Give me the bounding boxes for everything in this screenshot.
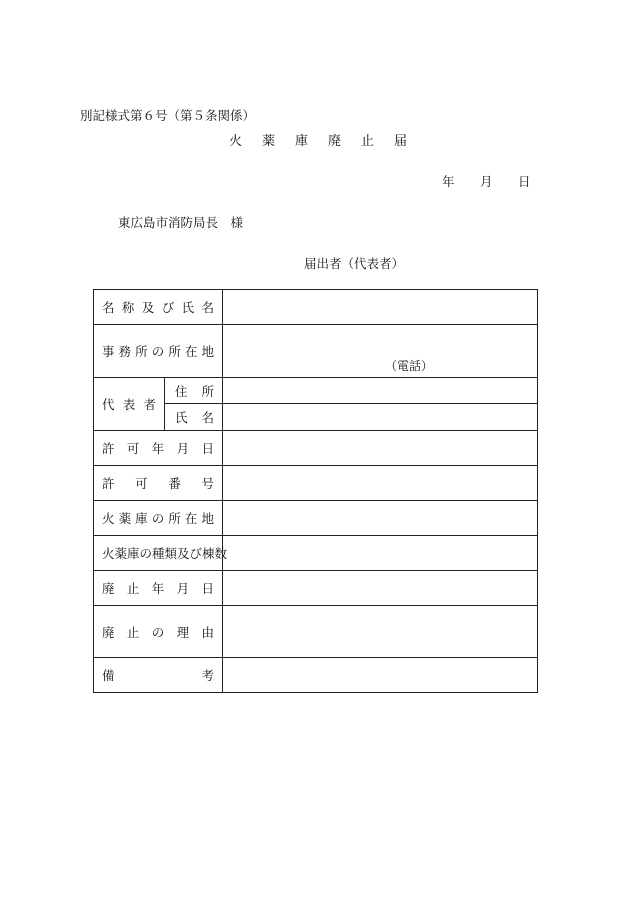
- addressee: 東広島市消防局長 様: [118, 215, 244, 230]
- abolition-reason-field[interactable]: [223, 606, 538, 658]
- table-row: [94, 606, 538, 658]
- date-day-unit: 日: [518, 174, 531, 189]
- office-address-label: 事務所の所在地: [94, 325, 223, 378]
- table-row: [94, 658, 538, 693]
- magazine-location-label: 火薬庫の所在地: [94, 501, 223, 536]
- table-row: [94, 431, 538, 466]
- rep-address-field[interactable]: [223, 378, 538, 404]
- abolition-date-label: 廃止年月日: [94, 571, 223, 606]
- permit-date-field[interactable]: [223, 431, 538, 466]
- magazine-type-count-label: 火薬庫の種類及び棟数: [94, 536, 223, 571]
- representative-label: 代表者: [94, 378, 165, 431]
- table-row: [94, 536, 538, 571]
- magazine-type-count-field[interactable]: [223, 536, 538, 571]
- abolition-reason-label: 廃止の理由: [94, 606, 223, 658]
- remarks-field[interactable]: [223, 658, 538, 693]
- rep-name-label: 氏名: [165, 404, 223, 431]
- magazine-location-field[interactable]: [223, 501, 538, 536]
- permit-date-label: 許可年月日: [94, 431, 223, 466]
- form-number: 別記様式第６号（第５条関係）: [80, 108, 256, 123]
- title-char: 廃: [328, 134, 342, 149]
- title-char: 庫: [295, 134, 309, 149]
- name-label: 名称及び氏名: [94, 290, 223, 325]
- table-row: [94, 325, 538, 378]
- table-row: [94, 571, 538, 606]
- remarks-label: 備考: [94, 658, 223, 693]
- title-char: 届: [394, 134, 408, 149]
- form-table: [93, 289, 538, 693]
- title-char: 薬: [262, 134, 276, 149]
- title-char: 止: [361, 134, 375, 149]
- name-value-field[interactable]: [223, 290, 538, 325]
- permit-number-label: 許可番号: [94, 466, 223, 501]
- phone-label: （電話）: [385, 359, 434, 373]
- abolition-date-field[interactable]: [223, 571, 538, 606]
- table-row: [94, 501, 538, 536]
- table-row: [94, 466, 538, 501]
- permit-number-field[interactable]: [223, 466, 538, 501]
- date-month-unit: 月: [480, 174, 493, 189]
- form-title: [229, 130, 427, 149]
- applicant-label: 届出者（代表者）: [304, 256, 405, 271]
- date-line: [442, 172, 556, 190]
- rep-name-field[interactable]: [223, 404, 538, 431]
- rep-address-label: 住所: [165, 378, 223, 404]
- title-char: 火: [229, 134, 243, 149]
- date-year-unit: 年: [442, 174, 455, 189]
- office-address-field[interactable]: [223, 325, 538, 378]
- table-row: [94, 378, 538, 404]
- table-row: [94, 290, 538, 325]
